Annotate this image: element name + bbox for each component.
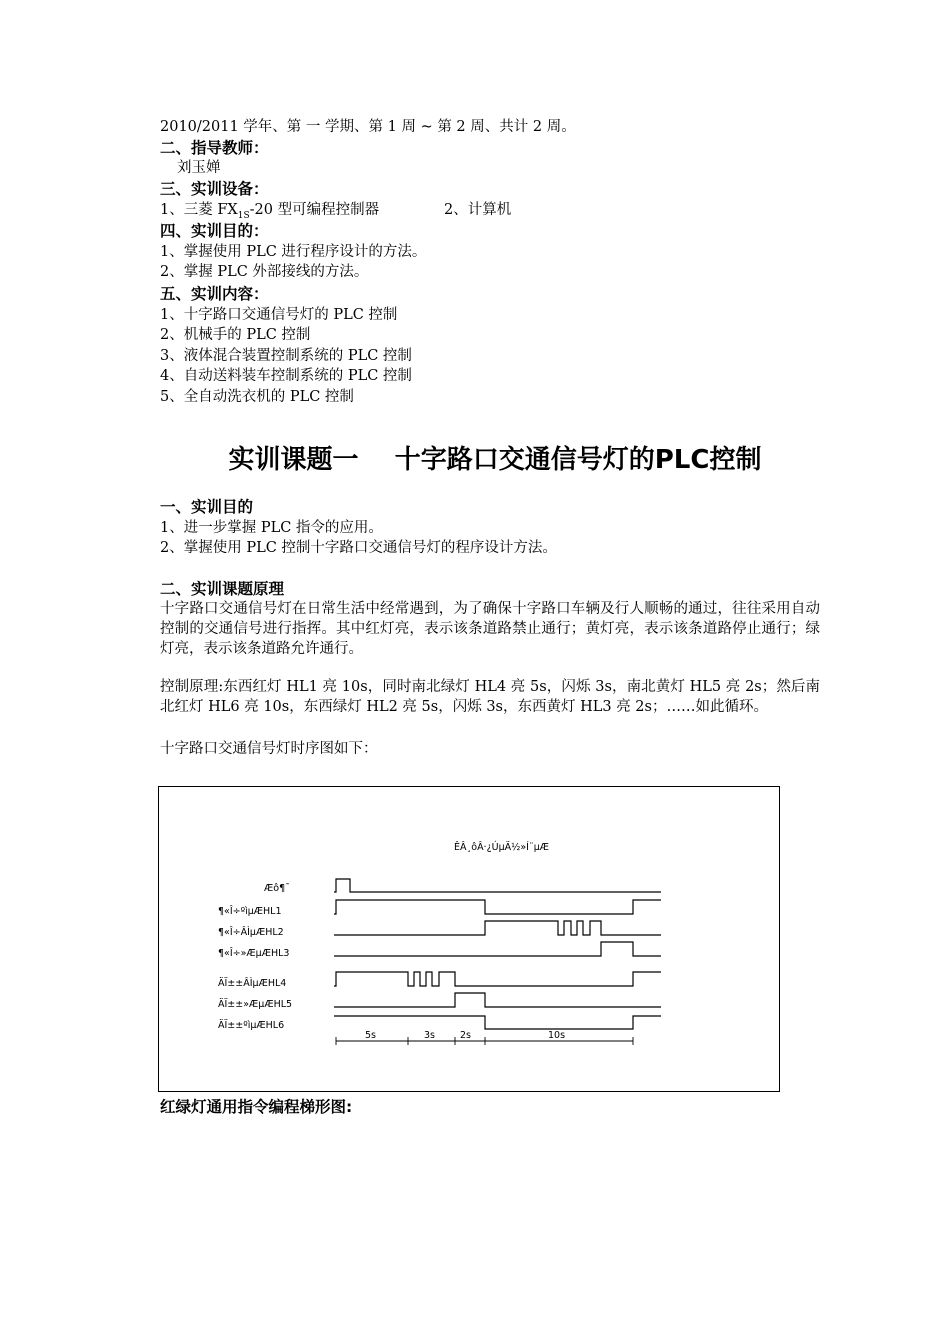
duration-label-3s: 3s <box>424 1030 435 1041</box>
signal-label-hl4: ÄÏ±±ÂÌµÆHL4 <box>218 978 287 989</box>
topic-title: 实训课题一 十字路口交通信号灯的PLC控制 <box>228 445 762 475</box>
signal-waveform-start <box>334 879 661 892</box>
signal-label-start: Æô¶¯ <box>264 883 290 894</box>
signal-label-hl3: ¶«Î÷»ÆµÆHL3 <box>218 948 290 959</box>
equipment-item-2: 2、计算机 <box>444 202 512 218</box>
timing-diagram-title: ÊÂ¸ôÂ·¿ÚµÄ½»Í¨µÆ <box>454 842 549 853</box>
topic-goal-item: 2、掌握使用 PLC 控制十字路口交通信号灯的程序设计方法。 <box>160 540 557 556</box>
content-item: 2、机械手的 PLC 控制 <box>160 327 311 343</box>
content-item: 5、全自动洗衣机的 PLC 控制 <box>160 389 354 405</box>
timing-intro: 十字路口交通信号灯时序图如下： <box>160 741 378 757</box>
signal-label-hl6: ÄÏ±±ºìµÆHL6 <box>218 1020 285 1031</box>
goal-item: 1、掌握使用 PLC 进行程序设计的方法。 <box>160 244 427 260</box>
ladder-heading: 红绿灯通用指令编程梯形图: <box>160 1098 353 1116</box>
principle-paragraph: 十字路口交通信号灯在日常生活中经常遇到，为了确保十字路口车辆及行人顺畅的通过，往往采用自动控制的交通信号进行指挥。其中红灯亮，表示该条道路禁止通行；黄灯亮，表示该条道路停止通行；绿灯亮，表示该条道路允许通行。 <box>160 601 820 657</box>
signal-label-hl2: ¶«Î÷ÂÌµÆHL2 <box>218 927 284 938</box>
goal-item: 2、掌握 PLC 外部接线的方法。 <box>160 264 369 280</box>
equipment-item-1-text: 1、三菱 FX <box>160 202 238 218</box>
signal-waveform-hl1 <box>334 900 661 914</box>
schedule-line: 2010/2011 学年、第 一 学期、第 1 周 ~ 第 2 周、共计 2 周。 <box>160 119 576 135</box>
control-paragraph: 控制原理:东西红灯 HL1 亮 10s，同时南北绿灯 HL4 亮 5s，闪烁 3s，南北黄灯 HL5 亮 2s；然后南北红灯 HL6 亮 10s，东西绿灯 HL2 亮 5s，闪烁 3s，东西黄灯 HL3 亮 2s；……如此循环。 <box>160 679 820 715</box>
equipment-heading: 三、实训设备： <box>160 180 269 198</box>
duration-label-5s: 5s <box>365 1030 376 1041</box>
content-heading: 五、实训内容： <box>160 285 269 303</box>
content-item: 4、自动送料装车控制系统的 PLC 控制 <box>160 368 412 384</box>
teacher-heading: 二、指导教师： <box>160 139 269 157</box>
duration-label-10s: 10s <box>548 1030 566 1041</box>
signal-waveform-hl4 <box>334 972 661 986</box>
goals-heading: 四、实训目的： <box>160 222 269 240</box>
topic-goal-heading: 一、实训目的 <box>160 498 254 516</box>
signal-label-hl1: ¶«Î÷ºìµÆHL1 <box>218 906 282 917</box>
signal-waveform-hl6 <box>334 1016 661 1029</box>
signal-waveform-hl3 <box>334 942 661 956</box>
signal-label-hl5: ÄÏ±±»ÆµÆHL5 <box>218 999 293 1010</box>
principle-heading: 二、实训课题原理 <box>160 580 285 598</box>
signal-waveform-hl2 <box>334 921 661 935</box>
duration-label-2s: 2s <box>460 1030 471 1041</box>
content-item: 3、液体混合装置控制系统的 PLC 控制 <box>160 348 412 364</box>
teacher-name: 刘玉婵 <box>177 160 221 176</box>
topic-goal-item: 1、进一步掌握 PLC 指令的应用。 <box>160 520 383 536</box>
content-item: 1、十字路口交通信号灯的 PLC 控制 <box>160 307 398 323</box>
signal-waveform-hl5 <box>334 993 661 1007</box>
equipment-item-1-subscript: 1S <box>237 210 250 221</box>
equipment-item-1-suffix: -20 型可编程控制器 <box>249 202 380 218</box>
timing-diagram <box>158 786 780 1092</box>
